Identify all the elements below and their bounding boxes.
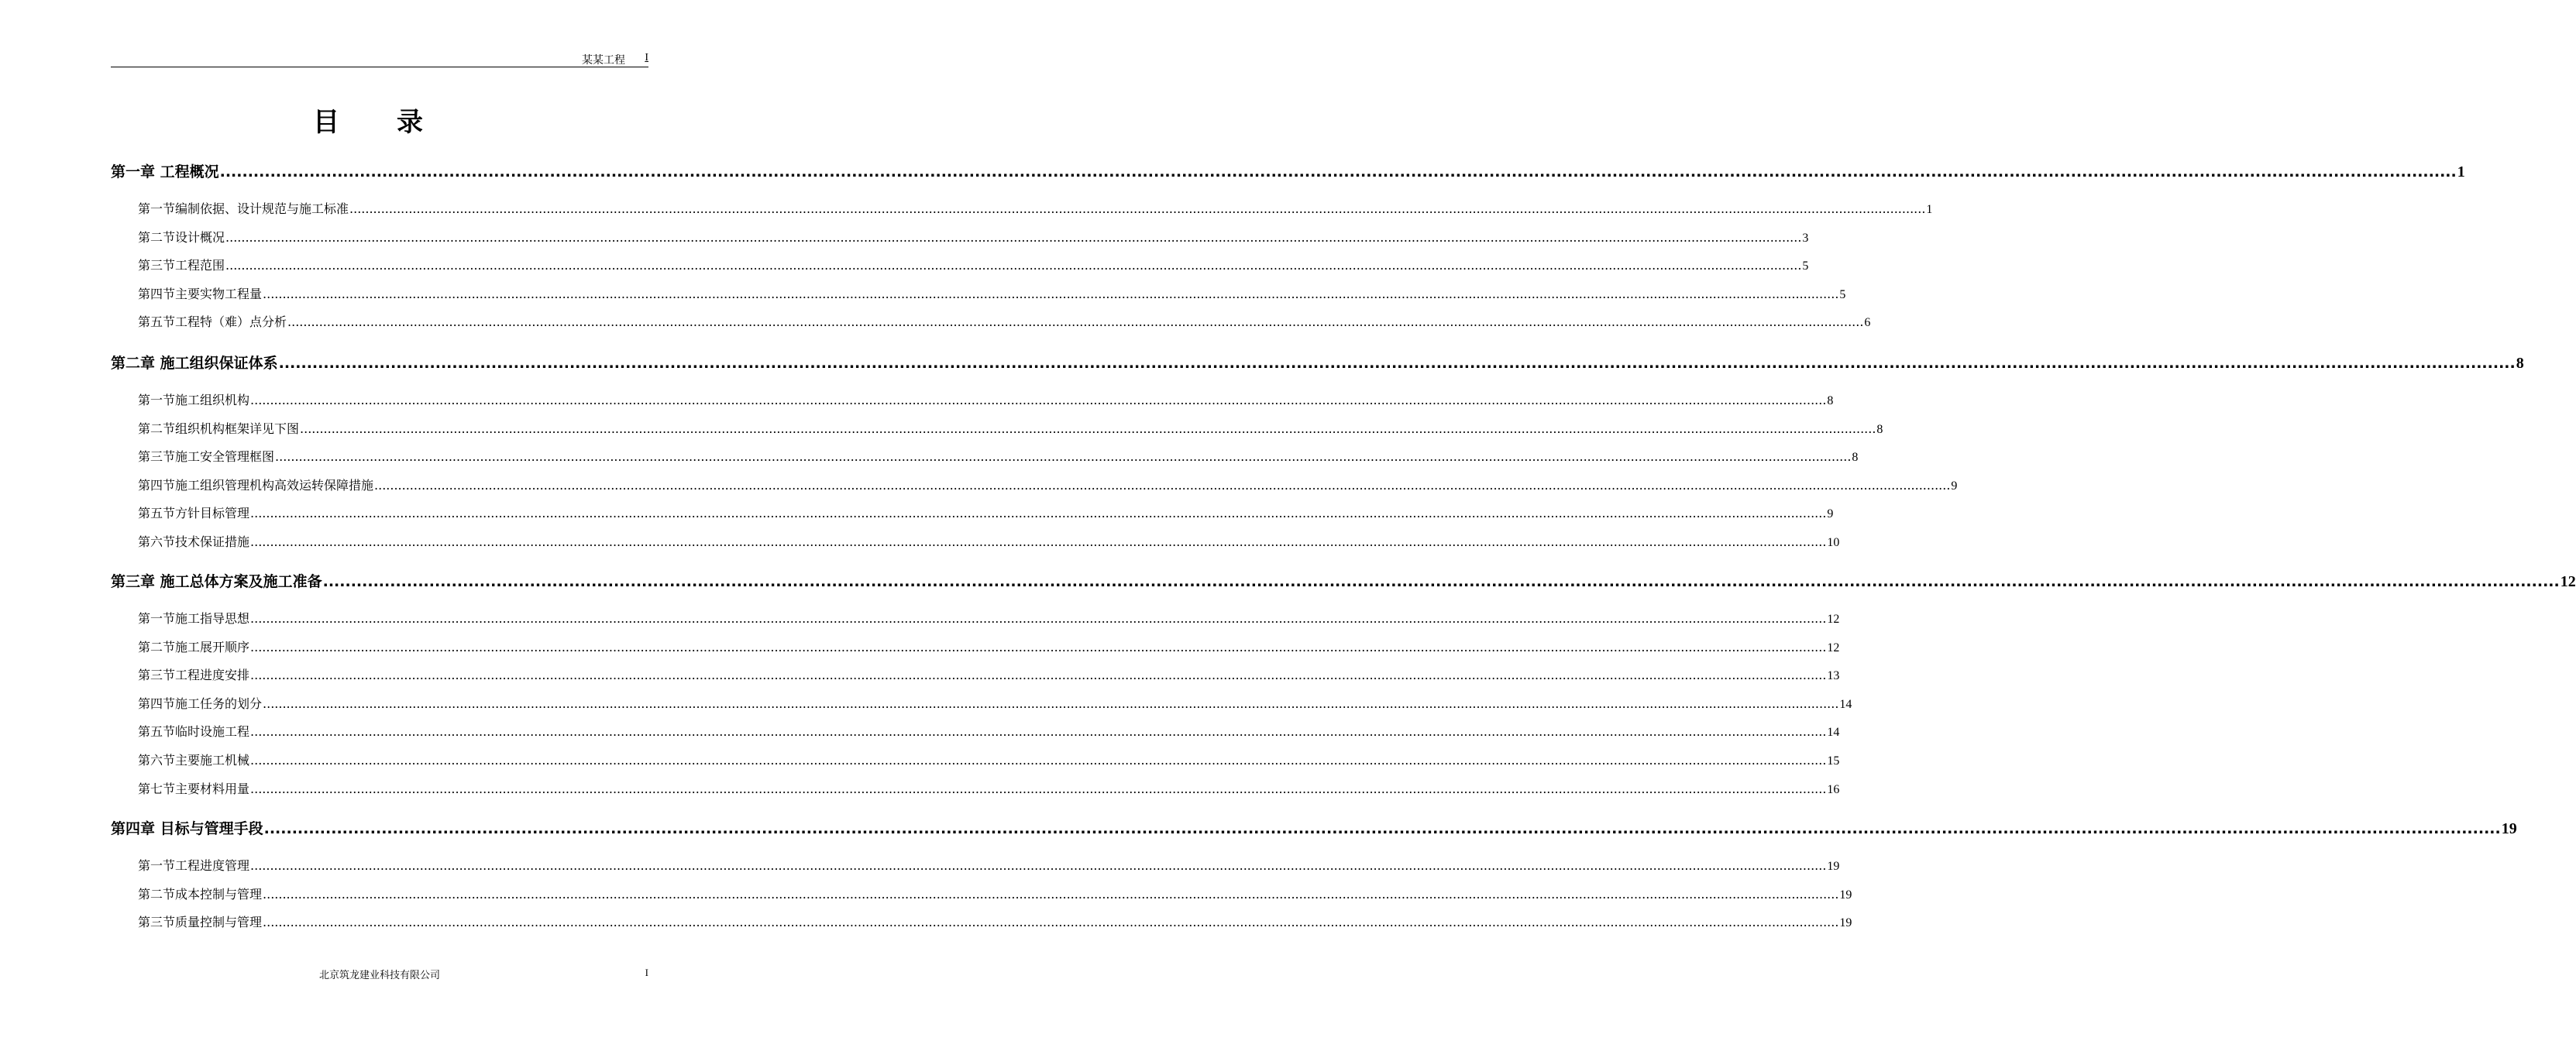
toc-section-page-number: 13 xyxy=(1827,669,1840,683)
toc-section-page-number: 10 xyxy=(1827,536,1840,549)
toc-dot-leader: ................................................................................................................................................................................................................................................................................................................................................................................................................ xyxy=(250,534,1827,549)
toc-section-row[interactable] xyxy=(138,751,1840,768)
toc-dot-leader: ................................................................................................................................................................................................................................................................................................................................................................................................................ xyxy=(278,355,2516,372)
toc-section-title: 成本控制与管理 xyxy=(175,886,263,902)
toc-section-row[interactable] xyxy=(138,856,1840,874)
toc-section-row[interactable] xyxy=(138,447,1859,465)
toc-dot-leader: ................................................................................................................................................................................................................................................................................................................................................................................................................ xyxy=(263,915,1839,930)
toc-dot-leader: ................................................................................................................................................................................................................................................................................................................................................................................................................ xyxy=(263,696,1839,711)
toc-dot-leader: ................................................................................................................................................................................................................................................................................................................................................................................................................ xyxy=(374,477,1951,493)
toc-section-number: 第五节 xyxy=(138,314,176,330)
toc-chapter-page-number: 1 xyxy=(2457,163,2465,180)
toc-section-row[interactable] xyxy=(138,390,1834,408)
toc-section-title: 施工组织管理机构高效运转保障措施 xyxy=(175,477,374,493)
toc-section-page-number: 8 xyxy=(1876,422,1883,436)
toc-dot-leader: ................................................................................................................................................................................................................................................................................................................................................................................................................ xyxy=(263,820,2501,837)
toc-dot-leader: ................................................................................................................................................................................................................................................................................................................................................................................................................ xyxy=(250,506,1827,521)
toc-section-page-number: 6 xyxy=(1864,316,1871,330)
toc-section-number: 第六节 xyxy=(138,534,176,549)
toc-dot-leader: ................................................................................................................................................................................................................................................................................................................................................................................................................ xyxy=(250,858,1827,873)
toc-section-title: 工程特（难）点分析 xyxy=(175,314,287,330)
toc-section-number: 第一节 xyxy=(138,858,176,873)
toc-dot-leader: ................................................................................................................................................................................................................................................................................................................................................................................................................ xyxy=(322,573,2560,590)
toc-section-page-number: 12 xyxy=(1827,613,1840,626)
toc-section-number: 第二节 xyxy=(138,886,176,902)
toc-section-title: 施工任务的划分 xyxy=(175,696,263,711)
toc-section-page-number: 1 xyxy=(1926,203,1933,216)
toc-section-title: 方针目标管理 xyxy=(175,506,250,521)
toc-section-title: 设计概况 xyxy=(175,229,225,245)
toc-section-title: 工程范围 xyxy=(175,258,225,273)
toc-dot-leader: ................................................................................................................................................................................................................................................................................................................................................................................................................ xyxy=(225,258,1802,273)
toc-section-title: 编制依据、设计规范与施工标准 xyxy=(175,201,349,216)
toc-section-number: 第六节 xyxy=(138,753,176,768)
toc-section-number: 第二节 xyxy=(138,639,176,654)
toc-dot-leader: ................................................................................................................................................................................................................................................................................................................................................................................................................ xyxy=(263,886,1839,902)
toc-section-title: 工程进度管理 xyxy=(175,858,250,873)
toc-section-number: 第四节 xyxy=(138,696,176,711)
toc-section-row[interactable] xyxy=(138,665,1840,683)
toc-chapter-row[interactable] xyxy=(111,160,2465,181)
toc-section-page-number: 9 xyxy=(1827,507,1834,521)
toc-chapter-row[interactable] xyxy=(111,570,2576,591)
toc-section-row[interactable] xyxy=(138,312,1871,330)
toc-section-page-number: 14 xyxy=(1839,697,1852,711)
toc-dot-leader: ................................................................................................................................................................................................................................................................................................................................................................................................................ xyxy=(250,781,1827,796)
toc-section-row[interactable] xyxy=(138,476,1958,493)
toc-section-page-number: 5 xyxy=(1802,259,1809,273)
toc-section-number: 第三节 xyxy=(138,915,176,930)
page-header xyxy=(111,51,648,67)
toc-section-row[interactable] xyxy=(138,284,1846,302)
toc-section-page-number: 8 xyxy=(1852,451,1859,465)
toc-dot-leader: ................................................................................................................................................................................................................................................................................................................................................................................................................ xyxy=(219,163,2457,180)
toc-section-number: 第七节 xyxy=(138,781,176,796)
toc-dot-leader: ................................................................................................................................................................................................................................................................................................................................................................................................................ xyxy=(250,724,1827,740)
toc-section-number: 第三节 xyxy=(138,668,176,683)
toc-section-row[interactable] xyxy=(138,779,1840,797)
toc-section-row[interactable] xyxy=(138,609,1840,627)
toc-section-row[interactable] xyxy=(138,637,1840,655)
toc-chapter-label: 第二章 施工组织保证体系 xyxy=(111,355,278,372)
toc-section-row[interactable] xyxy=(138,694,1852,712)
header-page-number: I xyxy=(645,52,648,64)
toc-dot-leader: ................................................................................................................................................................................................................................................................................................................................................................................................................ xyxy=(287,314,1864,330)
toc-section-page-number: 19 xyxy=(1839,888,1852,902)
toc-section-row[interactable] xyxy=(138,912,1852,930)
toc-section-page-number: 15 xyxy=(1827,754,1840,768)
toc-dot-leader: ................................................................................................................................................................................................................................................................................................................................................................................................................ xyxy=(300,421,1876,436)
toc-section-title: 主要实物工程量 xyxy=(175,286,263,301)
toc-section-row[interactable] xyxy=(138,256,1809,273)
toc-chapter-label: 第四章 目标与管理手段 xyxy=(111,820,263,837)
toc-section-number: 第五节 xyxy=(138,724,176,740)
toc-section-row[interactable] xyxy=(138,722,1840,740)
toc-section-page-number: 5 xyxy=(1839,287,1846,301)
toc-dot-leader: ................................................................................................................................................................................................................................................................................................................................................................................................................ xyxy=(250,639,1827,654)
toc-section-number: 第四节 xyxy=(138,286,176,301)
toc-chapter-row[interactable] xyxy=(111,817,2517,838)
toc-section-title: 工程进度安排 xyxy=(175,668,250,683)
toc-section-row[interactable] xyxy=(138,503,1834,521)
toc-section-number: 第三节 xyxy=(138,258,176,273)
toc-section-number: 第二节 xyxy=(138,229,176,245)
toc-section-title: 施工安全管理框图 xyxy=(175,449,275,465)
toc-chapter-page-number: 19 xyxy=(2501,820,2517,837)
header-title: 某某工程 xyxy=(582,54,625,67)
toc-section-number: 第四节 xyxy=(138,477,176,493)
toc-section-title: 主要材料用量 xyxy=(175,781,250,796)
toc-section-number: 第一节 xyxy=(138,393,176,407)
toc-dot-leader: ................................................................................................................................................................................................................................................................................................................................................................................................................ xyxy=(225,229,1802,245)
toc-section-title: 临时设施工程 xyxy=(175,724,250,740)
toc-dot-leader: ................................................................................................................................................................................................................................................................................................................................................................................................................ xyxy=(263,286,1839,301)
footer-company: 北京筑龙建业科技有限公司 xyxy=(318,970,440,981)
toc-section-page-number: 12 xyxy=(1827,641,1840,654)
toc-chapter-label: 第三章 施工总体方案及施工准备 xyxy=(111,573,322,590)
toc-dot-leader: ................................................................................................................................................................................................................................................................................................................................................................................................................ xyxy=(250,611,1827,626)
toc-dot-leader: ................................................................................................................................................................................................................................................................................................................................................................................................................ xyxy=(349,201,1926,216)
toc-section-row[interactable] xyxy=(138,532,1840,550)
toc-section-title: 施工指导思想 xyxy=(175,611,250,626)
toc-section-title: 质量控制与管理 xyxy=(175,915,263,930)
toc-title: 目录 xyxy=(313,107,480,138)
toc-section-title: 主要施工机械 xyxy=(175,753,250,768)
page-footer xyxy=(111,967,648,982)
toc-dot-leader: ................................................................................................................................................................................................................................................................................................................................................................................................................ xyxy=(250,668,1827,683)
toc-section-page-number: 3 xyxy=(1802,231,1809,245)
toc-dot-leader: ................................................................................................................................................................................................................................................................................................................................................................................................................ xyxy=(250,393,1827,407)
toc-section-row[interactable] xyxy=(138,228,1809,246)
toc-section-page-number: 19 xyxy=(1827,860,1840,873)
toc-chapter-row[interactable] xyxy=(111,352,2524,373)
toc-section-page-number: 8 xyxy=(1827,394,1834,407)
toc-section-row[interactable] xyxy=(138,885,1852,902)
toc-chapter-label: 第一章 工程概况 xyxy=(111,163,219,180)
toc-section-number: 第三节 xyxy=(138,449,176,465)
toc-dot-leader: ................................................................................................................................................................................................................................................................................................................................................................................................................ xyxy=(275,449,1852,465)
footer-page-number: I xyxy=(645,967,648,978)
toc-section-title: 施工展开顺序 xyxy=(175,639,250,654)
toc-section-row[interactable] xyxy=(138,419,1883,437)
toc-chapter-page-number: 8 xyxy=(2516,355,2524,372)
toc-section-number: 第五节 xyxy=(138,506,176,521)
toc-section-title: 施工组织机构 xyxy=(175,393,250,407)
toc-section-page-number: 16 xyxy=(1827,782,1840,796)
toc-section-number: 第一节 xyxy=(138,201,176,216)
toc-section-page-number: 19 xyxy=(1839,916,1852,930)
toc-section-row[interactable] xyxy=(138,199,1933,217)
toc-section-page-number: 9 xyxy=(1951,479,1958,493)
toc-chapter-page-number: 12 xyxy=(2560,573,2576,590)
toc-section-page-number: 14 xyxy=(1827,726,1840,740)
toc-dot-leader: ................................................................................................................................................................................................................................................................................................................................................................................................................ xyxy=(250,753,1827,768)
toc-section-title: 技术保证措施 xyxy=(175,534,250,549)
toc-section-number: 第一节 xyxy=(138,611,176,626)
toc-section-title: 组织机构框架详见下图 xyxy=(175,421,300,436)
toc-section-number: 第二节 xyxy=(138,421,176,436)
